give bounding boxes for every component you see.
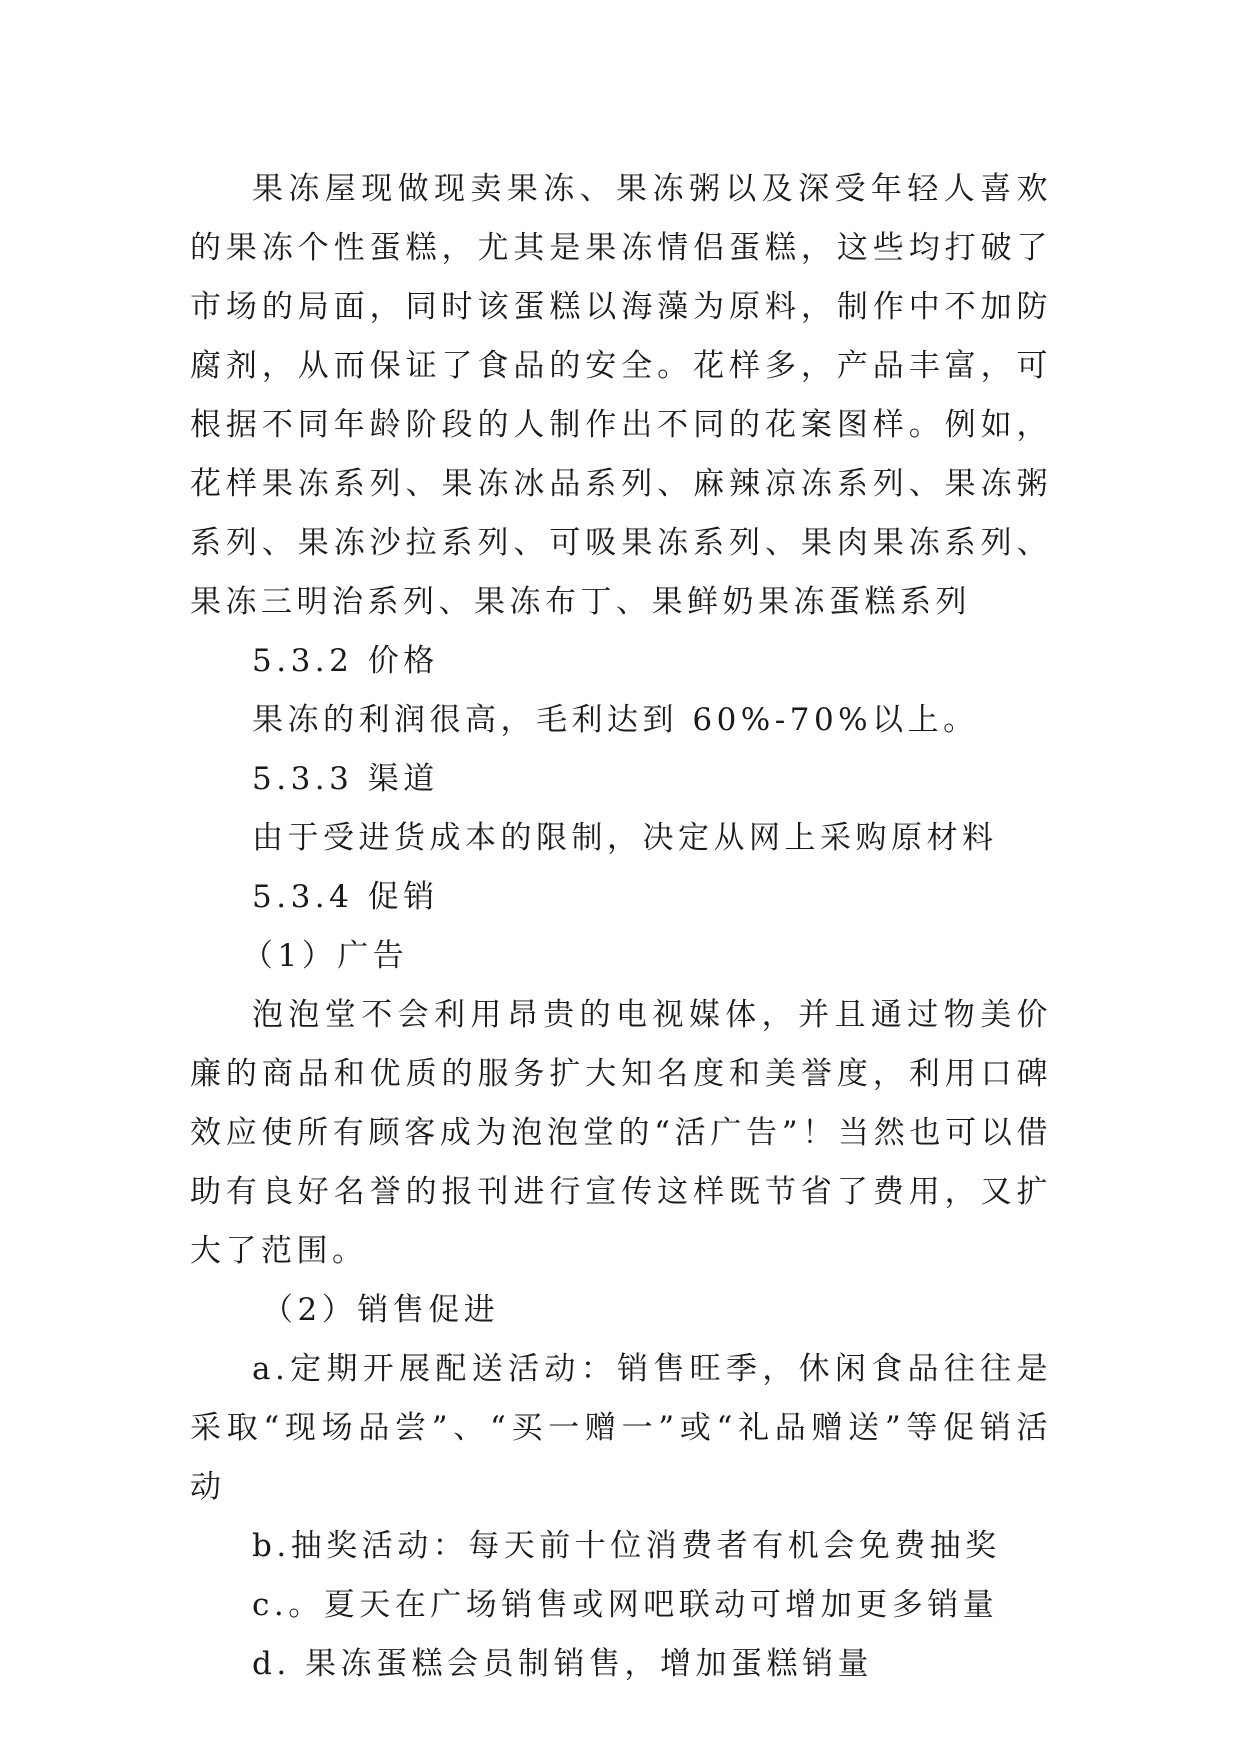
price-heading: 5.3.2 价格 <box>252 643 439 679</box>
ad-heading: （1）广告 <box>242 938 409 974</box>
sales-item-d: d. 果冻蛋糕会员制销售，增加蛋糕销量 <box>252 1646 874 1682</box>
ad-paragraph: 泡泡堂不会利用昂贵的电视媒体，并且通过物美价廉的商品和优质的服务扩大知名度和美誉度，利用口碑效应使所有顾客成为泡泡堂的“活广告”！当然也可以借助有良好名誉的报刊进行宣传这样既节省了费用，又扩大了范围。 <box>190 997 1052 1269</box>
intro-paragraph: 果冻屋现做现卖果冻、果冻粥以及深受年轻人喜欢的果冻个性蛋糕，尤其是果冻情侣蛋糕，这些均打破了市场的局面，同时该蛋糕以海藻为原料，制作中不加防腐剂，从而保证了食品的安全。花样多，产品丰富，可根据不同年龄阶段的人制作出不同的花案图样。例如，花样果冻系列、果冻冰品系列、麻辣凉冻系列、果冻粥系列、果冻沙拉系列、可吸果冻系列、果肉果冻系列、果冻三明治系列、果冻布丁、果鲜奶果冻蛋糕系列 <box>190 171 1052 620</box>
sales-item-a: a.定期开展配送活动：销售旺季，休闲食品往往是采取“现场品尝”、“买一赠一”或“礼品赠送”等促销活动 <box>190 1351 1052 1505</box>
channel-heading: 5.3.3 渠道 <box>252 761 439 797</box>
promo-heading: 5.3.4 促销 <box>252 879 439 915</box>
price-text: 果冻的利润很高，毛利达到 60%-70%以上。 <box>252 702 979 738</box>
document-page <box>190 160 1052 1694</box>
sales-item-c: c.。夏天在广场销售或网吧联动可增加更多销量 <box>252 1587 999 1623</box>
sales-heading: （2）销售促进 <box>262 1292 500 1328</box>
channel-text: 由于受进货成本的限制，决定从网上采购原材料 <box>252 820 998 856</box>
sales-item-b: b.抽奖活动：每天前十位消费者有机会免费抽奖 <box>252 1528 1001 1564</box>
